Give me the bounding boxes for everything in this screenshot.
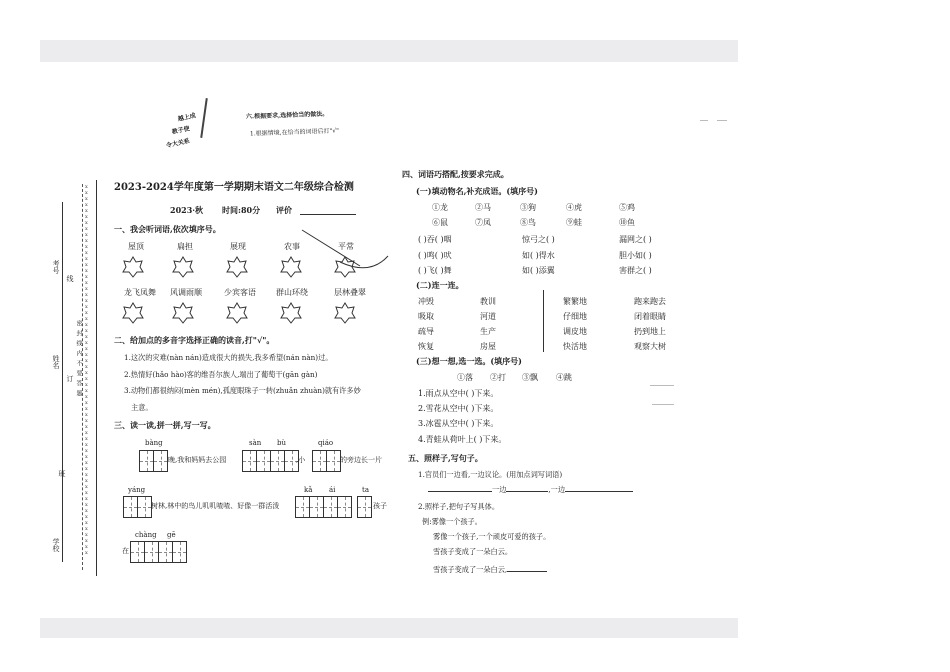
connect-far-1[interactable]: 跑来跑去 (634, 297, 666, 306)
binding-line-outer (62, 202, 63, 562)
word-1: 屋顶 (128, 242, 144, 251)
pinyin-chang: chàng (135, 531, 157, 539)
section4-sub1: (一)填动物名,补充成语。(填序号) (416, 186, 538, 196)
verb-option-2: ②打 (490, 373, 506, 382)
section2-item3: 3.动物们都很纳闷(mèn mén),孤度眼珠子一转(zhuǎn zhuàn)就有许多妙 (124, 386, 361, 395)
section2-title: 二、给加点的多音字选择正确的读音,打"√"。 (114, 335, 275, 345)
connect-far-2[interactable]: 闭着眼睛 (634, 312, 666, 321)
q1-word-a: 一边 (492, 485, 507, 494)
answer-star-4[interactable] (280, 256, 302, 278)
fill-item-4[interactable]: 4.青蛙从荷叶上( )下来。 (418, 435, 507, 444)
fill-item-3[interactable]: 3.冰雹从空中( )下来。 (418, 419, 499, 428)
word-9: 群山环绕 (276, 288, 308, 297)
animal-option-1: ①龙 (432, 203, 448, 212)
write-box-2[interactable] (243, 450, 299, 472)
line1-mid: ,小 (296, 456, 306, 464)
connect-left-4[interactable]: 恢复 (418, 342, 434, 351)
word-4: 农事 (284, 242, 300, 251)
idiom-8[interactable]: 如( )添翼 (522, 266, 555, 275)
connect-mid-4[interactable]: 房屋 (480, 342, 496, 351)
practice-2: 雪孩子变成了一朵白云, (433, 565, 508, 574)
write-box-6[interactable] (358, 496, 372, 518)
answer-star-3[interactable] (226, 256, 248, 278)
section4-title: 四、词语巧搭配,按要求完成。 (402, 169, 509, 179)
verb-option-3: ③飘 (522, 373, 538, 382)
scan-mark-3 (700, 120, 708, 121)
binding-label-class: 班 (58, 470, 66, 477)
fragment-word-1: 越上成 (177, 112, 197, 123)
connect-mid-3[interactable]: 生产 (480, 327, 496, 336)
q1-answer-line[interactable] (428, 484, 633, 493)
score-blank[interactable] (300, 206, 356, 215)
section2-item3-cont: 主意。 (131, 403, 153, 412)
pinyin-yang: yáng (128, 486, 146, 494)
section5-q2: 2.照样子,把句子写具体。 (418, 502, 500, 511)
example-full: 雾像一个孩子,一个顽皮可爱的孩子。 (433, 532, 551, 541)
section3-title: 三、读一读,拼一拼,写一写。 (114, 420, 216, 430)
word-6: 龙飞凤舞 (124, 288, 156, 297)
example-label: 例:雾像一个孩子。 (422, 517, 482, 526)
word-2: 扁担 (177, 242, 193, 251)
fragment-word-3: 令大关系 (165, 137, 191, 150)
line3-prefix: 在 (122, 547, 129, 555)
pinyin-san: sàn (249, 439, 262, 447)
animal-option-2: ②马 (475, 203, 491, 212)
answer-star-2[interactable] (172, 256, 194, 278)
pinyin-bang: bàng (145, 439, 163, 447)
idiom-5[interactable]: 如( )得水 (522, 251, 555, 260)
section5-title: 五、照样子,写句子。 (408, 453, 483, 463)
fragment-section6: 六.根据要求,选择恰当的做法。 (245, 110, 329, 121)
answer-star-7[interactable] (172, 302, 194, 324)
word-7: 风调雨顺 (170, 288, 202, 297)
connect-mid-2[interactable]: 河道 (480, 312, 496, 321)
write-box-4[interactable] (124, 496, 152, 518)
animal-option-4: ④虎 (566, 203, 582, 212)
scan-mark-2 (652, 404, 674, 405)
section2-item1: 1.这次的灾难(nàn nán)造成很大的损失,我多希望(nán nàn)过。 (124, 353, 333, 362)
idiom-7[interactable]: ( )飞( )舞 (418, 266, 452, 275)
exam-title: 2023-2024学年度第一学期期末语文二年级综合检测 (114, 182, 354, 193)
answer-star-9[interactable] (280, 302, 302, 324)
binding-label-xian: 线 (66, 275, 74, 282)
pen-scribble (300, 228, 392, 278)
connect-right-2[interactable]: 仔细地 (563, 312, 587, 321)
connect-far-4[interactable]: 观察大树 (634, 342, 666, 351)
write-box-7[interactable] (131, 541, 187, 563)
idiom-1[interactable]: ( )吞( )咽 (418, 235, 452, 244)
line2-end: 孩子 (373, 502, 387, 510)
animal-option-7: ⑦凤 (475, 218, 491, 227)
bottom-scan-band (40, 618, 738, 638)
scan-mark-1 (650, 385, 674, 386)
connect-divider (543, 290, 544, 352)
connect-far-3[interactable]: 扔到地上 (634, 327, 666, 336)
fill-item-2[interactable]: 2.雪花从空中( )下来。 (418, 404, 499, 413)
section4-sub3: (三)想一想,选一选。(填序号) (416, 356, 522, 366)
connect-right-1[interactable]: 繁繁地 (563, 297, 587, 306)
write-box-3[interactable] (313, 450, 341, 472)
verb-option-1: ①落 (457, 373, 473, 382)
line2-text: 树林,林中的鸟儿叽叽喳喳、好像一群活泼 (151, 502, 280, 510)
binding-line-fold (96, 180, 97, 576)
connect-left-3[interactable]: 疏导 (418, 327, 434, 336)
connect-mid-1[interactable]: 教训 (480, 297, 496, 306)
fragment-section6-q1: 1.根据情境,在恰当的词语后打"√" (249, 127, 340, 138)
animal-option-9: ⑨蛙 (566, 218, 582, 227)
word-8: 少宾客语 (224, 288, 256, 297)
scan-mark-4 (717, 120, 727, 121)
fragment-word-2: 教子使 (171, 125, 191, 136)
answer-star-10[interactable] (334, 302, 356, 324)
binding-label-ding: 订 (66, 375, 74, 382)
binding-label-name: 姓名 (52, 355, 60, 369)
pinyin-ai: ái (329, 486, 336, 494)
binding-line-inner (82, 184, 83, 570)
section5-q1: 1.官员们一边看,一边议论。(用加点词写词语) (418, 470, 563, 479)
write-box-5[interactable] (296, 496, 352, 518)
section4-sub2: (二)连一连。 (416, 280, 464, 290)
idiom-2[interactable]: 惊弓之( ) (522, 235, 555, 244)
idiom-9[interactable]: 害群之( ) (619, 266, 652, 275)
connect-left-1[interactable]: 冲毁 (418, 297, 434, 306)
exam-time: 时间:80分 (222, 205, 261, 215)
animal-option-6: ⑥鼠 (432, 218, 448, 227)
verb-option-4: ④跳 (556, 373, 572, 382)
idiom-4[interactable]: ( )鸣( )吠 (418, 251, 452, 260)
q1-word-b: ,一边 (548, 485, 566, 494)
animal-option-8: ⑧鸟 (520, 218, 536, 227)
pinyin-ge: gē (167, 531, 176, 539)
animal-option-3: ③狗 (520, 203, 536, 212)
practice-2-line[interactable] (433, 564, 547, 573)
fill-item-1[interactable]: 1.雨点从空中( )下来。 (418, 389, 499, 398)
answer-star-1[interactable] (122, 256, 144, 278)
answer-star-8[interactable] (226, 302, 248, 324)
word-3: 展现 (230, 242, 246, 251)
line1-end: 的旁边长一片 (340, 456, 382, 464)
animal-option-10: ⑩鱼 (619, 218, 635, 227)
line1-text: 晚,我和妈妈去公园 (168, 456, 227, 464)
idiom-6[interactable]: 胆小如( ) (619, 251, 652, 260)
top-scan-band (40, 40, 738, 62)
connect-right-4[interactable]: 快活地 (563, 342, 587, 351)
idiom-3[interactable]: 漏网之( ) (619, 235, 652, 244)
pinyin-bu: bù (277, 439, 286, 447)
practice-1: 雪孩子变成了一朵白云。 (433, 547, 513, 556)
binding-label-examno: 考号 (52, 260, 60, 274)
section2-item2: 2.热情好(hǎo hào)客的维吾尔族人,端出了葡萄干(gān gàn) (124, 370, 318, 379)
binding-label-school: 学校 (52, 538, 60, 552)
binding-dots: xxxxxxxxxxxxxxxxxxxxxxxxxxxxxxxxxxxxxxxxxxxxxxxxxxxxxxxxxxxxxx (85, 184, 88, 556)
animal-option-5: ⑤鸡 (619, 203, 635, 212)
binding-seal-text: 密封线内不要答题 (75, 320, 82, 400)
word-5: 平常 (338, 242, 354, 251)
connect-left-2[interactable]: 吸取 (418, 312, 434, 321)
word-10: 层林叠翠 (334, 288, 366, 297)
exam-season: 2023·秋 (170, 205, 204, 215)
score-label: 评价 (276, 205, 292, 215)
answer-star-6[interactable] (122, 302, 144, 324)
pinyin-ta: ta (362, 486, 369, 494)
connect-right-3[interactable]: 调皮地 (563, 327, 587, 336)
section1-title: 一、我会听词语,依次填序号。 (114, 224, 221, 234)
write-box-1[interactable] (140, 450, 168, 472)
pinyin-qiao: qiáo (318, 439, 334, 447)
pinyin-ka: kǎ (304, 486, 313, 494)
